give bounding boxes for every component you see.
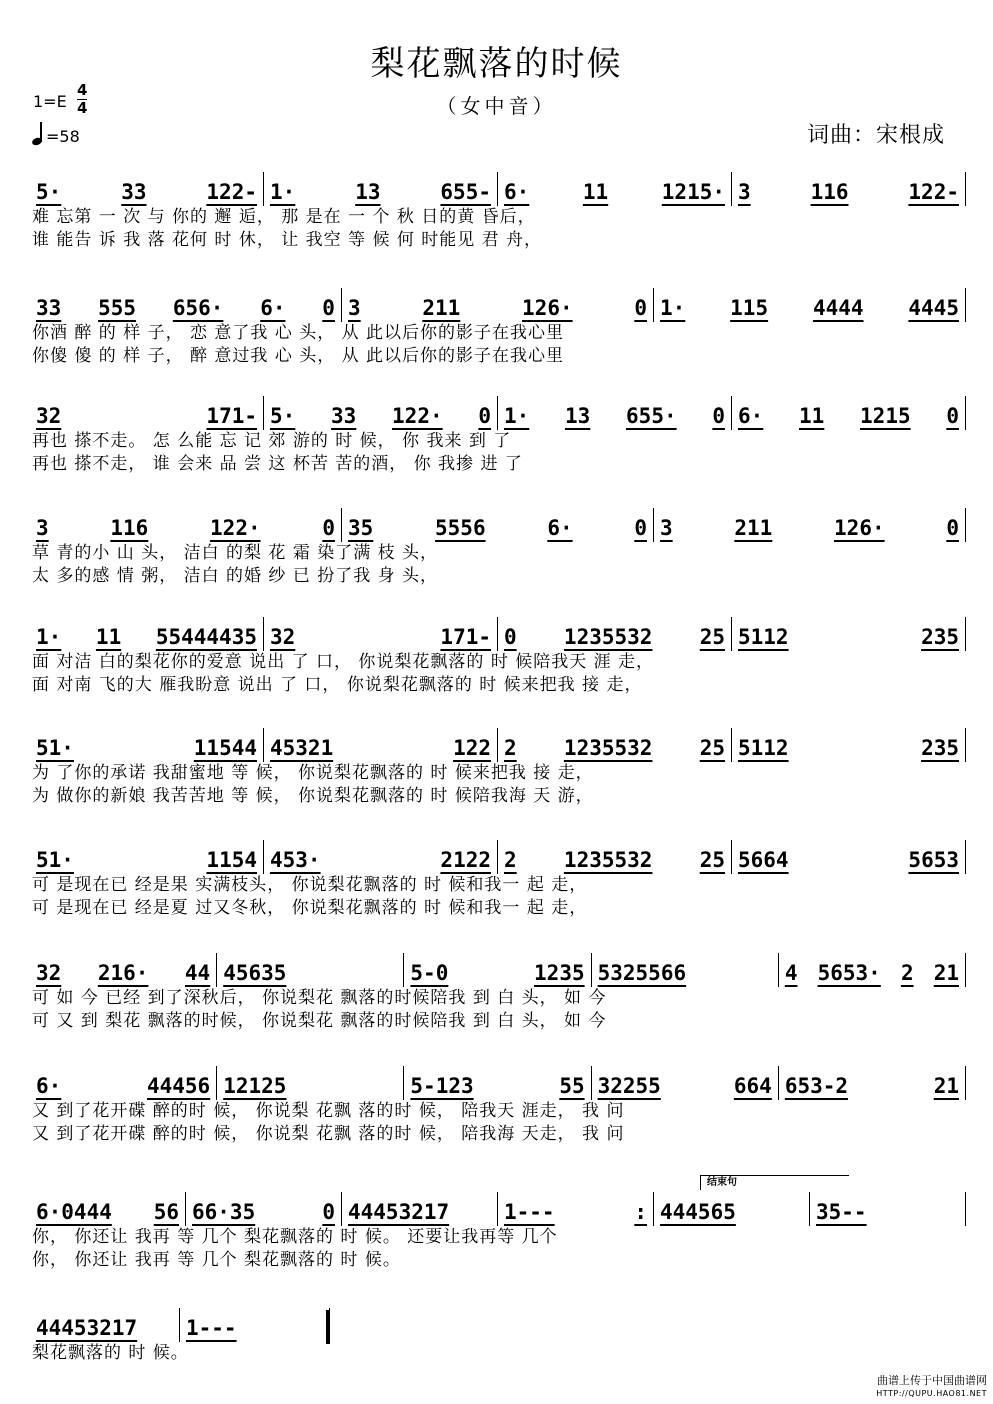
lyric-line: 又 到了花开碟 醉的时 候， 你说梨 花飘 落的时 候， 陪我海 天走， 我 问: [32, 1124, 625, 1144]
note-group: 6·: [260, 296, 286, 320]
measure: [30, 396, 263, 430]
note-group: 44453217: [36, 1316, 138, 1340]
notation-line: [30, 840, 966, 874]
note-group: 1·: [36, 625, 62, 649]
score-system: [30, 1308, 330, 1388]
score-system: [30, 728, 966, 808]
lyric-line: 可 又 到 梨花 飘落的时候， 你说梨花 飘落的时候陪我 到 白 头， 如 今: [32, 1011, 607, 1031]
note-group: 21: [933, 961, 960, 985]
measure: [30, 617, 263, 651]
note-group: 11: [95, 625, 122, 649]
measure: [30, 508, 341, 542]
note-group: 0: [946, 404, 959, 428]
note-group: 1215: [860, 404, 911, 428]
note-group: 5556: [435, 516, 486, 540]
note-group: 6·: [504, 180, 530, 204]
note-group: 1---: [504, 1200, 555, 1224]
notation-line: [30, 1308, 330, 1342]
measure: [731, 396, 966, 430]
note-group: 25: [699, 848, 725, 872]
notation-line: [30, 172, 966, 206]
note-group: 11: [799, 404, 825, 428]
note-group: 122: [453, 736, 491, 760]
note-group: 6·: [547, 516, 573, 540]
note-group: 0: [504, 625, 517, 649]
measure: [216, 953, 403, 987]
note-group: 21: [933, 1074, 960, 1098]
lyric-line: 你酒 醉 的 样 子， 恋 意了我 心 头， 从 此以后你的影子在我心里: [32, 323, 565, 343]
measure: [731, 172, 966, 206]
score-system: [30, 396, 966, 476]
measure: [778, 1066, 966, 1100]
note-group: 235: [921, 736, 959, 760]
measure: [403, 1066, 590, 1100]
note-group: 32: [36, 961, 62, 985]
site-footer: [876, 1374, 987, 1400]
note-group: 655-: [440, 180, 491, 204]
measure: [263, 172, 497, 206]
lyric-line: 你， 你还让 我再 等 几个 梨花飘落的 时 候。 还要让我再等 几个: [32, 1227, 558, 1247]
note-group: 5325566: [597, 961, 687, 985]
lyric-line: 你， 你还让 我再 等 几个 梨花飘落的 时 候。: [32, 1250, 401, 1270]
note-group: 51·: [36, 848, 74, 872]
measure: [263, 728, 497, 762]
note-group: 2: [504, 848, 517, 872]
note-group: 0: [322, 296, 335, 320]
note-group: 122-: [908, 180, 959, 204]
measure: [30, 1066, 216, 1100]
measure: [179, 1308, 330, 1342]
measure: [653, 508, 966, 542]
key-signature: 1=E: [33, 92, 67, 111]
note-group: 1235: [534, 961, 585, 985]
measure: [185, 1192, 341, 1226]
note-group: 126·: [522, 296, 573, 320]
lyric-line: 又 到了花开碟 醉的时 候， 你说梨 花飘 落的时 候， 陪我天 涯走， 我 问: [32, 1101, 625, 1121]
notation-line: [30, 728, 966, 762]
note-group: 32: [36, 404, 62, 428]
note-group: 1235532: [563, 736, 653, 760]
note-group: 4445: [908, 296, 959, 320]
measure: [216, 1066, 403, 1100]
measure: [30, 953, 216, 987]
note-group: 116: [110, 516, 149, 540]
note-group: 32255: [597, 1074, 661, 1098]
measure: [263, 617, 497, 651]
note-group: 0: [634, 296, 647, 320]
notation-line: [30, 288, 966, 322]
note-group: 664: [733, 1074, 772, 1098]
lyric-line: 草 青的小 山 头， 洁白 的梨 花 霜 染了满 枝 头，: [32, 543, 439, 563]
measure: [403, 953, 590, 987]
measure: [497, 172, 731, 206]
tempo-value: =58: [46, 127, 80, 146]
note-group: 0: [478, 404, 491, 428]
meter-top: 4: [77, 81, 88, 99]
note-group: 25: [699, 736, 725, 760]
note-group: 1235532: [563, 848, 653, 872]
measure: [341, 288, 653, 322]
note-group: 171-: [440, 625, 491, 649]
note-group: 0: [322, 516, 335, 540]
note-group: 2: [900, 961, 914, 985]
notation-line: [30, 508, 966, 542]
note-group: 1---: [186, 1316, 237, 1340]
note-group: 0: [322, 1200, 335, 1224]
measure: [341, 508, 653, 542]
note-group: 45321: [270, 736, 334, 760]
note-group: 6·0444: [36, 1200, 112, 1224]
lyric-line: 难 忘第 一 次 与 你的 邂 逅， 那 是在 一 个 秋 日的黄 昏后，: [32, 207, 536, 227]
note-group: 55444435: [155, 625, 257, 649]
note-group: 56: [153, 1200, 179, 1224]
score-system: [30, 617, 966, 697]
notation-line: [30, 1066, 966, 1100]
measure: [591, 953, 778, 987]
note-group: 13: [565, 404, 591, 428]
note-group: 1·: [270, 180, 296, 204]
lyric-line: 面 对洁 白的梨花你的爱意 说出 了 口， 你说梨花飘落的 时 候陪我天 涯 走，: [32, 652, 655, 672]
measure: [30, 840, 263, 874]
note-group: 5653: [908, 848, 959, 872]
note-group: 444565: [660, 1200, 736, 1224]
note-group: 122-: [206, 180, 257, 204]
note-group: 122·: [392, 404, 443, 428]
voice-subtitle: （女中音）: [436, 94, 557, 118]
note-group: 0: [946, 516, 959, 540]
measure: [653, 1192, 809, 1226]
measure: [731, 728, 966, 762]
measure: [30, 288, 341, 322]
note-group: 216·: [97, 961, 149, 985]
note-group: 11544: [193, 736, 257, 760]
meter-bottom: 4: [77, 99, 88, 117]
note-group: 6·: [36, 1074, 62, 1098]
score-system: [30, 1192, 966, 1272]
note-group: 1215·: [661, 180, 725, 204]
measure: [341, 1192, 497, 1226]
note-group: 211: [422, 296, 461, 320]
note-group: 653-2: [784, 1074, 849, 1098]
note-group: 35--: [816, 1200, 867, 1224]
lyric-line: 梨花飘落的 时 候。: [32, 1343, 189, 1363]
note-group: 0: [634, 516, 647, 540]
lyric-line: 可 是现在已 经是果 实满枝头， 你说梨花飘落的 时 候和我一 起 走，: [32, 875, 588, 895]
note-group: 5-123: [410, 1074, 474, 1098]
note-group: 2: [504, 736, 517, 760]
lyric-line: 面 对南 飞的大 雁我盼意 说出 了 口， 你说梨花飘落的 时 候来把我 接 走，: [32, 675, 643, 695]
measure: [30, 1192, 185, 1226]
measure: [591, 1066, 778, 1100]
note-group: 33: [121, 180, 147, 204]
measure: [731, 840, 966, 874]
time-signature: [77, 82, 87, 117]
lyric-line: 太 多的感 情 粥， 洁白 的婚 纱 已 扮了我 身 头，: [32, 566, 439, 586]
note-group: 5653·: [817, 961, 881, 985]
note-group: 44456: [146, 1074, 211, 1098]
note-group: 5112: [738, 625, 789, 649]
score-system: [30, 953, 966, 1033]
note-group: 44453217: [348, 1200, 450, 1224]
note-group: 126·: [834, 516, 885, 540]
score-system: [30, 1066, 966, 1146]
measure: [263, 840, 497, 874]
footer-url: HTTP://QUPU.HAO81.NET: [876, 1389, 987, 1398]
note-group: 656·: [172, 296, 224, 320]
note-group: 4444: [812, 296, 864, 320]
lyric-line: 可 如 今 已经 到了深秋后， 你说梨花 飘落的时候陪我 到 白 头， 如 今: [32, 988, 607, 1008]
tempo-marking: [30, 122, 80, 146]
note-group: 171-: [206, 404, 257, 428]
note-group: 51·: [36, 736, 74, 760]
note-group: 4: [784, 961, 798, 985]
note-group: 45635: [223, 961, 287, 985]
note-group: 5·: [36, 180, 62, 204]
note-group: 555: [98, 296, 137, 320]
note-group: 35: [348, 516, 374, 540]
note-group: 5·: [270, 404, 296, 428]
note-group: 33: [36, 296, 62, 320]
note-group: 5664: [738, 848, 789, 872]
measure: [30, 728, 263, 762]
note-group: 2122: [440, 848, 491, 872]
footer-line1: 曲谱上传于中国曲谱网: [877, 1374, 987, 1387]
note-group: 3: [660, 516, 673, 540]
note-group: 0: [712, 404, 725, 428]
notation-line: [30, 1192, 966, 1226]
lyric-line: 可 是现在已 经是夏 过又冬秋， 你说梨花飘落的 时 候和我一 起 走，: [32, 898, 588, 918]
note-group: 32: [270, 625, 296, 649]
note-group: 115: [730, 296, 769, 320]
lyric-line: 你傻 傻 的 样 子， 醉 意过我 心 头， 从 此以后你的影子在我心里: [32, 346, 565, 366]
note-group: 211: [734, 516, 773, 540]
lyric-line: [30, 1365, 330, 1388]
lyric-line: 再也 搽不走， 谁 会来 品 尝 这 杯苦 苦的酒， 你 我掺 进 了: [32, 454, 523, 474]
note-group: 12125: [223, 1074, 287, 1098]
measure: [497, 728, 731, 762]
note-group: :: [634, 1200, 647, 1224]
score-system: [30, 840, 966, 920]
measure: [497, 840, 731, 874]
note-group: 33: [331, 404, 357, 428]
song-title: 梨花飘落的时候: [370, 44, 623, 84]
lyric-line: 再也 搽不走。 怎 么能 忘 记 郊 游的 时 候， 你 我来 到 了: [32, 431, 512, 451]
note-group: 655·: [626, 404, 677, 428]
measure: [497, 1192, 653, 1226]
final-barline: [326, 1310, 330, 1344]
notation-line: [30, 396, 966, 430]
measure: [497, 617, 731, 651]
measure: [30, 172, 263, 206]
note-group: 1235532: [563, 625, 653, 649]
measure: [30, 1308, 179, 1342]
notation-line: [30, 617, 966, 651]
note-group: 5112: [738, 736, 789, 760]
measure: [778, 953, 966, 987]
note-group: 1·: [504, 404, 530, 428]
score-system: [30, 508, 966, 588]
lyric-line: 为 做你的新娘 我苦苦地 等 候， 你说梨花飘落的 时 候陪我海 天 游，: [32, 786, 594, 806]
measure: [653, 288, 966, 322]
ending-label: 结束句: [700, 1175, 849, 1190]
note-group: 5-0: [410, 961, 449, 985]
note-group: 3: [348, 296, 361, 320]
note-group: 25: [699, 625, 725, 649]
credit: 词曲：宋根成: [806, 123, 945, 148]
note-group: 3: [36, 516, 49, 540]
note-group: 6·: [738, 404, 764, 428]
note-group: 1154: [206, 848, 257, 872]
note-group: 13: [355, 180, 381, 204]
note-group: 55: [559, 1074, 585, 1098]
measure: [263, 396, 497, 430]
note-group: 235: [921, 625, 959, 649]
score-system: [30, 288, 966, 368]
measure: [497, 396, 731, 430]
note-group: 44: [184, 961, 211, 985]
measure: [731, 617, 966, 651]
note-group: 116: [810, 180, 849, 204]
note-group: 11: [582, 180, 609, 204]
note-group: 453·: [270, 848, 321, 872]
note-group: 1·: [660, 296, 686, 320]
notation-line: [30, 953, 966, 987]
note-group: 3: [738, 180, 751, 204]
score-system: [30, 172, 966, 252]
lyric-line: 为 了你的承诺 我甜蜜地 等 候， 你说梨花飘落的 时 候来把我 接 走，: [32, 763, 594, 783]
note-group: 66·35: [192, 1200, 256, 1224]
lyric-line: 谁 能告 诉 我 落 花何 时 休， 让 我空 等 候 何 时能见 君 舟，: [32, 230, 543, 250]
measure: [809, 1192, 966, 1226]
quarter-note-icon: [30, 122, 44, 146]
note-group: 122·: [210, 516, 261, 540]
